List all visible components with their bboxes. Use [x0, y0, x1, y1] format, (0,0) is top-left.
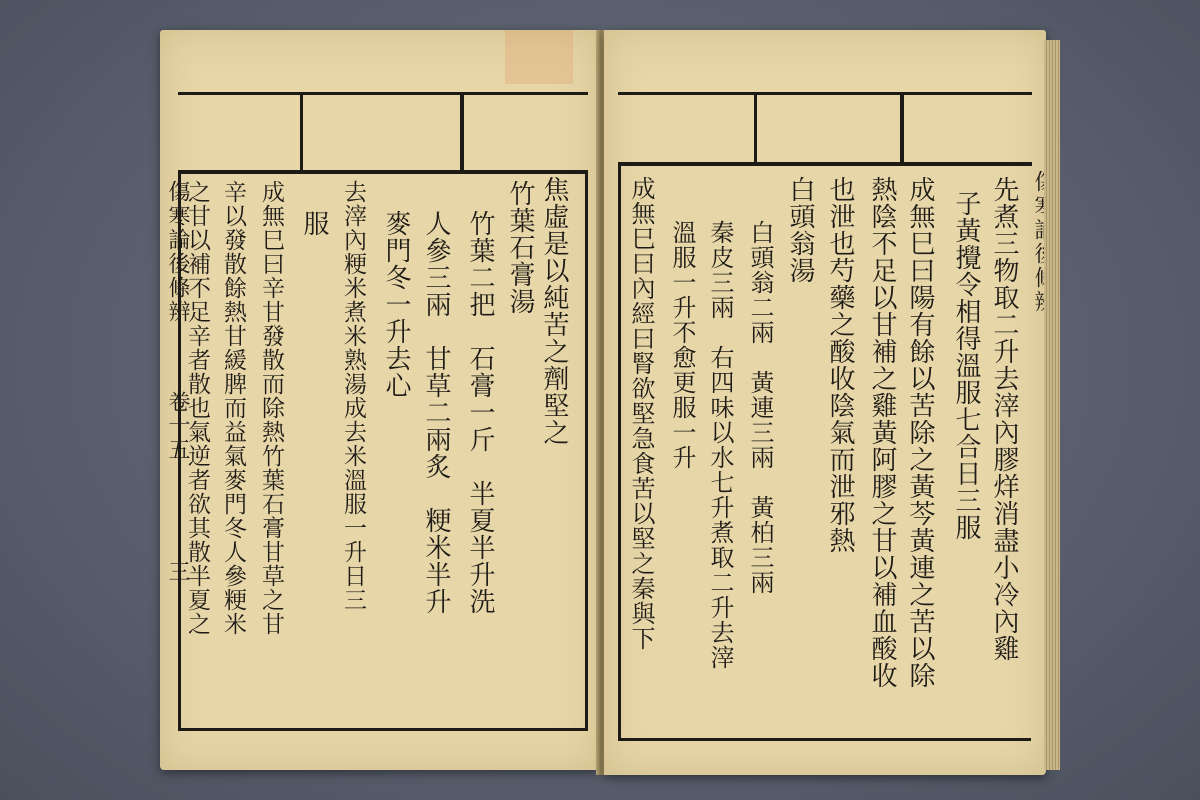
text-column-9: 之甘以補不足辛者散也氣逆者欲其散半夏之	[184, 180, 210, 636]
text-column-7: 成無巳曰辛甘發散而除熱竹葉石膏甘草之甘	[258, 180, 284, 636]
text-column-9: 成無巳曰內經曰腎欲堅急食苦以堅之秦與下	[627, 176, 655, 651]
text-column-6: 白頭翁二兩 黃連三兩 黃柏三兩	[746, 220, 774, 595]
recipe-title: 白頭翁湯	[785, 176, 815, 284]
text-column-7: 秦皮三兩 右四味以水七升煮取二升去滓	[706, 220, 734, 670]
volume-label: 卷十五	[165, 390, 190, 462]
text-column-1: 竹葉石膏湯	[505, 180, 535, 315]
text-column-2: 子黃攪令相得溫服七合日三服	[951, 190, 981, 541]
header-divider	[900, 92, 904, 164]
header-rule-top	[618, 92, 1032, 95]
text-column-header: 焦虛是以純苦之劑堅之	[539, 176, 569, 446]
text-column-5: 也泄也芍藥之酸收陰氣而泄邪熱	[825, 176, 855, 554]
left-page	[160, 30, 598, 770]
text-column-3: 人參三兩 甘草二兩炙 粳米半升	[421, 210, 451, 615]
book-title: 傷寒論後條辨	[165, 180, 190, 324]
text-column-8: 辛以發散餘熱甘緩脾而益氣麥門冬人參粳米	[220, 180, 246, 636]
text-column-4: 熱陰不足以甘補之雞黃阿膠之甘以補血酸收	[867, 176, 897, 689]
seal-stamp	[505, 30, 573, 84]
text-column-2: 竹葉二把 石膏一斤 半夏半升洗	[465, 210, 495, 615]
right-page	[604, 30, 1046, 775]
text-column-5: 去滓內粳米煮米熟湯成去米溫服一升日三	[340, 180, 366, 612]
header-divider	[754, 92, 757, 164]
text-column-3: 成無巳曰陽有餘以苦除之黃芩黃連之苦以除	[905, 176, 935, 689]
text-column-6: 服	[299, 210, 329, 237]
folio-number: 三	[165, 560, 190, 584]
page-edges	[1044, 40, 1060, 770]
header-divider	[300, 92, 303, 172]
text-column-4: 麥門冬一升去心	[381, 210, 411, 399]
text-column-8: 溫服一升不愈更服一升	[668, 220, 696, 470]
header-rule-top	[178, 92, 588, 95]
header-divider	[460, 92, 464, 172]
text-column-1: 先煮三物取二升去滓內膠烊消盡小冷內雞	[989, 176, 1019, 662]
